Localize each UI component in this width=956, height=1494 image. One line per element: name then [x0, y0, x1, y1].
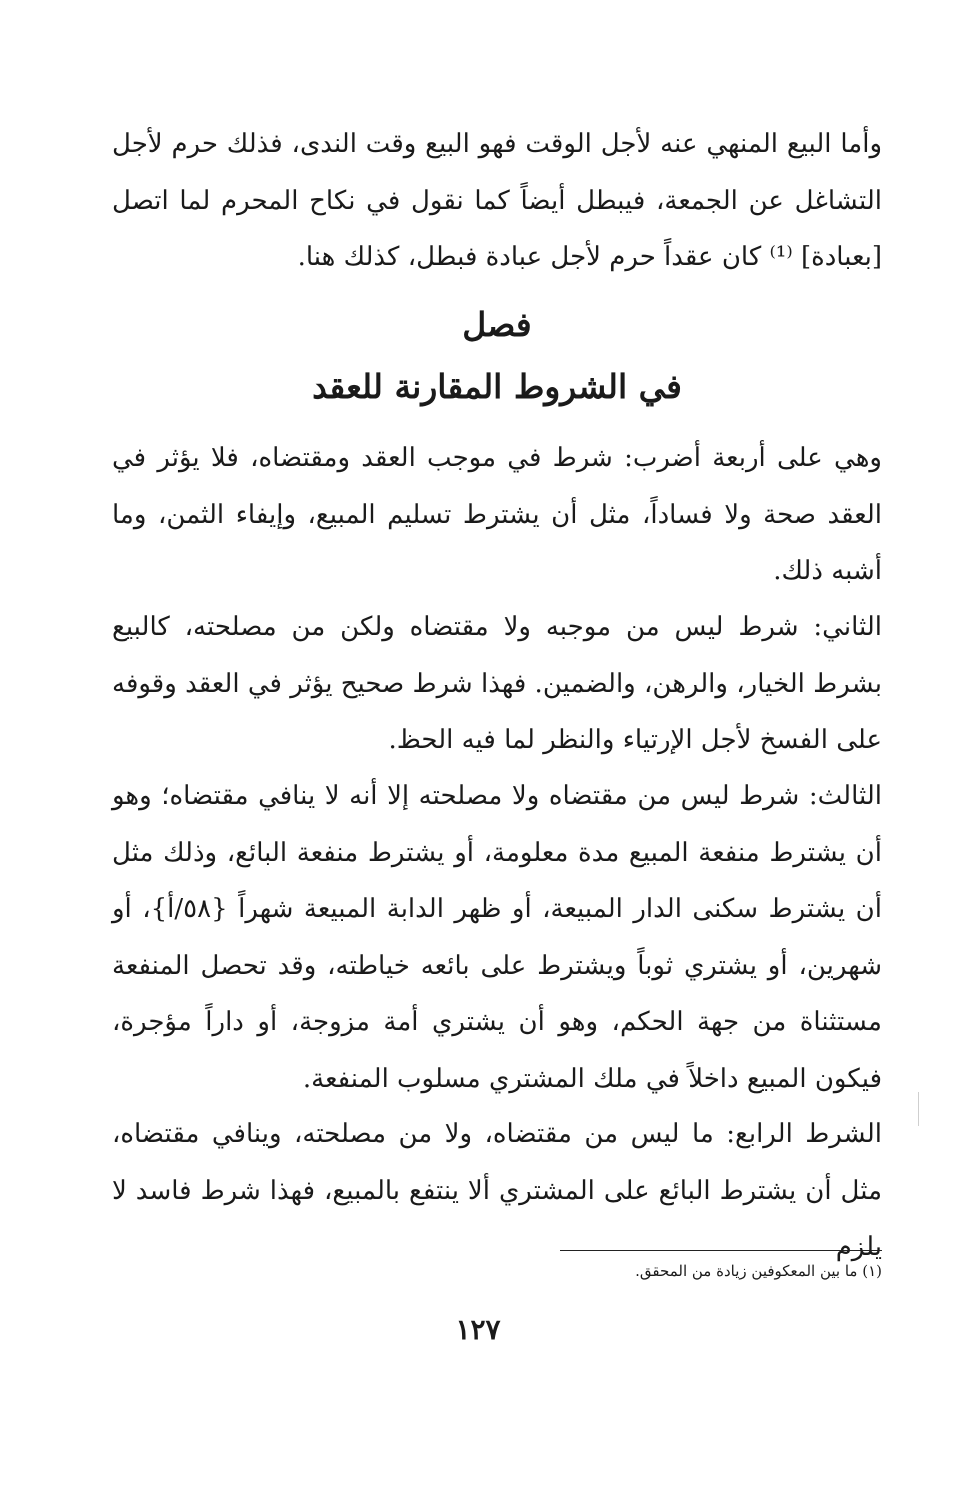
footnote: (١) ما بين المعكوفين زيادة من المحقق. — [635, 1262, 882, 1280]
page-number: ١٢٧ — [455, 1313, 501, 1346]
paragraph-second-condition: الثاني: شرط ليس من موجبه ولا مقتضاه ولكن من مصلحته، كالبيع بشرط الخيار، والرهن، والضمين. فهذا شرط صحيح يؤثر في العقد وقوفه على الفسخ لأجل الإرتياء والنظر لما فيه الحظ. — [112, 612, 882, 755]
footnote-divider — [560, 1250, 882, 1251]
paragraph-intro: وأما البيع المنهي عنه لأجل الوقت فهو البيع وقت الندى، فذلك حرم لأجل التشاغل عن الجمعة، فيبطل أيضاً كما نقول في نكاح المحرم لما اتصل [بعبادة] ⁽¹⁾ كان عقداً حرم لأجل عبادة فبطل، كذلك هنا. — [112, 129, 882, 272]
paragraph-first-condition: وهي على أربعة أضرب: شرط في موجب العقد ومقتضاه، فلا يؤثر في العقد صحة ولا فساداً، مثل أن يشترط تسليم المبيع، وإيفاء الثمن، وما أشبه ذلك. — [112, 443, 882, 586]
paragraph-fourth-condition: الشرط الرابع: ما ليس من مقتضاه، ولا من مصلحته، وينافي مقتضاه، مثل أن يشترط البائع على المشتري ألا ينتفع بالمبيع، فهذا شرط فاسد لا يلزم — [112, 1119, 882, 1262]
section-heading: فصل — [462, 305, 532, 344]
section-title: في الشروط المقارنة للعقد — [312, 367, 682, 406]
paragraph-third-condition: الثالث: شرط ليس من مقتضاه ولا مصلحته إلا أنه لا ينافي مقتضاه؛ وهو أن يشترط منفعة المبيع مدة معلومة، أو يشترط منفعة البائع، وذلك مثل أن يشترط سكنى الدار المبيعة، أو ظهر الدابة المبيعة شهراً {٥٨/أ}، أو شهرين، أو يشتري ثوباً ويشترط على بائعه خياطته، وقد تحصل المنفعة مستثناة من جهة الحكم، وهو أن يشتري أمة مزوجة، أو داراً مؤجرة، فيكون المبيع داخلاً في ملك المشتري مسلوب المنفعة. — [112, 781, 882, 1094]
margin-mark — [918, 1092, 919, 1126]
